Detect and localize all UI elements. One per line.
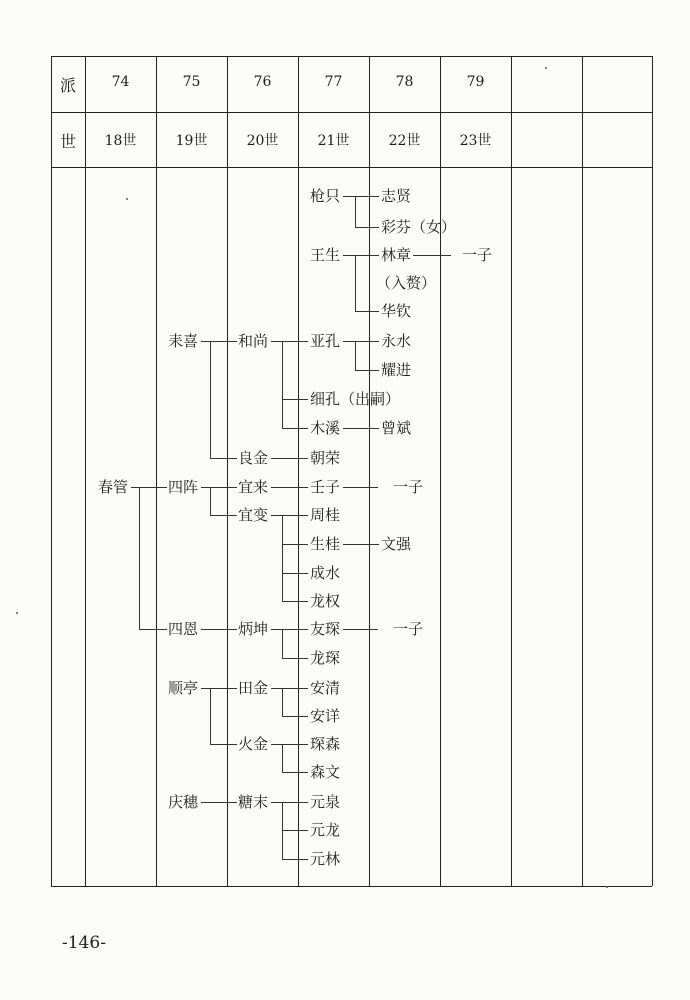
header-bottom-border (51, 167, 652, 168)
person-name: 春管 (98, 478, 129, 496)
tree-connector (201, 802, 237, 803)
person-name: 周桂 (310, 506, 341, 524)
column-divider (85, 56, 86, 886)
person-name: 枪只 (310, 187, 341, 205)
one-son-note: 一子 (393, 478, 424, 496)
tree-connector (201, 487, 237, 488)
column-divider (440, 56, 441, 886)
person-name: 永水 (381, 332, 412, 350)
column-divider (369, 56, 370, 886)
person-name: 宜来 (238, 478, 269, 496)
person-name: 华钦 (381, 302, 412, 320)
tree-connector (282, 658, 308, 659)
tree-connector (131, 487, 167, 488)
tree-connector (271, 688, 308, 689)
tree-connector (201, 629, 237, 630)
person-name: 彩芬（女） (381, 218, 457, 236)
person-name: 安清 (310, 679, 341, 697)
person-name: 良金 (238, 449, 269, 467)
pai-number: 79 (466, 74, 485, 90)
one-son-note: 一子 (462, 246, 493, 264)
tree-connector (343, 544, 379, 545)
pai-number: 77 (324, 74, 343, 90)
pai-row-label: 派 (59, 76, 76, 95)
person-name: 元林 (310, 850, 341, 868)
tree-connector (271, 458, 308, 459)
person-note: （入赘） (376, 274, 437, 292)
person-name: 龙琛 (310, 649, 341, 667)
person-name: 和尚 (238, 332, 269, 350)
tree-connector (282, 744, 283, 772)
tree-connector (413, 255, 451, 256)
person-name: 林章 (381, 246, 412, 264)
tree-connector (210, 515, 237, 516)
person-name: 田金 (238, 679, 269, 697)
generation-label: 21世 (317, 133, 350, 149)
tree-connector (282, 573, 308, 574)
person-name: 曾斌 (381, 419, 412, 437)
tree-connector (271, 629, 308, 630)
scan-speck (126, 198, 128, 200)
tree-connector (343, 341, 379, 342)
generation-label: 23世 (459, 133, 492, 149)
tree-connector (343, 487, 378, 488)
column-divider (156, 56, 157, 886)
person-name: 生桂 (310, 535, 341, 553)
table-left-border (51, 56, 52, 886)
page-number: -146- (62, 933, 106, 953)
person-name: 耒喜 (168, 332, 199, 350)
person-name: 宜变 (238, 506, 269, 524)
tree-connector (282, 716, 308, 717)
tree-connector (282, 341, 283, 428)
tree-connector (343, 255, 379, 256)
tree-connector (201, 341, 237, 342)
tree-connector (210, 458, 237, 459)
pai-number: 75 (182, 74, 201, 90)
person-name: 木溪 (310, 419, 341, 437)
person-name: 四恩 (168, 620, 199, 638)
tree-connector (355, 227, 379, 228)
scan-speck (606, 886, 608, 888)
person-name: 庆穗 (168, 793, 199, 811)
person-name: 糖末 (238, 793, 269, 811)
person-name: 四阵 (168, 478, 199, 496)
tree-connector (282, 688, 283, 716)
column-divider (582, 56, 583, 886)
tree-connector (282, 629, 283, 658)
tree-connector (355, 341, 356, 370)
scan-speck (16, 612, 18, 614)
tree-connector (271, 515, 308, 516)
tree-connector (343, 428, 379, 429)
tree-connector (139, 487, 140, 629)
person-name: 朝荣 (310, 449, 341, 467)
pai-number: 76 (253, 74, 272, 90)
tree-connector (282, 399, 308, 400)
column-divider (227, 56, 228, 886)
tree-connector (355, 196, 356, 227)
tree-connector (355, 311, 379, 312)
person-name: 文强 (381, 535, 412, 553)
tree-connector (282, 859, 308, 860)
person-name: 亚孔 (310, 332, 341, 350)
tree-connector (355, 370, 379, 371)
shi-row-label: 世 (59, 132, 76, 151)
pai-number: 78 (395, 74, 414, 90)
person-name: 元泉 (310, 793, 341, 811)
person-name: 森文 (310, 763, 341, 781)
tree-connector (343, 196, 379, 197)
tree-connector (282, 428, 308, 429)
tree-connector (139, 629, 167, 630)
table-bottom-border (51, 886, 652, 887)
scan-speck (545, 67, 547, 69)
person-name: 龙权 (310, 592, 341, 610)
tree-connector (210, 487, 211, 515)
person-name: 友琛 (310, 620, 341, 638)
person-name: 耀进 (381, 361, 412, 379)
person-name: 志贤 (381, 187, 412, 205)
column-divider (511, 56, 512, 886)
tree-connector (282, 515, 283, 601)
generation-label: 22世 (388, 133, 421, 149)
tree-connector (282, 830, 308, 831)
tree-connector (201, 688, 237, 689)
tree-connector (210, 341, 211, 458)
table-top-border (51, 56, 652, 57)
pai-number: 74 (111, 74, 130, 90)
person-name: 壬子 (310, 478, 341, 496)
tree-connector (355, 255, 356, 311)
person-name: 成水 (310, 564, 341, 582)
tree-connector (271, 744, 308, 745)
tree-connector (282, 601, 308, 602)
person-name: 琛森 (310, 735, 341, 753)
one-son-note: 一子 (393, 620, 424, 638)
person-name: 炳坤 (238, 620, 269, 638)
tree-connector (210, 744, 237, 745)
header-row-divider (51, 112, 652, 113)
generation-label: 20世 (246, 133, 279, 149)
person-name: 元龙 (310, 821, 341, 839)
person-name: 细孔（出嗣） (310, 390, 401, 408)
tree-connector (282, 544, 308, 545)
person-name: 顺亭 (168, 679, 199, 697)
table-right-border (652, 56, 653, 886)
tree-connector (282, 772, 308, 773)
tree-connector (271, 802, 308, 803)
tree-connector (271, 487, 308, 488)
tree-connector (210, 688, 211, 744)
tree-connector (343, 629, 378, 630)
genealogy-table (51, 56, 652, 886)
person-name: 安详 (310, 707, 341, 725)
person-name: 火金 (238, 735, 269, 753)
tree-connector (271, 341, 308, 342)
generation-label: 19世 (175, 133, 208, 149)
person-name: 王生 (310, 246, 341, 264)
generation-label: 18世 (104, 133, 137, 149)
column-divider (298, 56, 299, 886)
